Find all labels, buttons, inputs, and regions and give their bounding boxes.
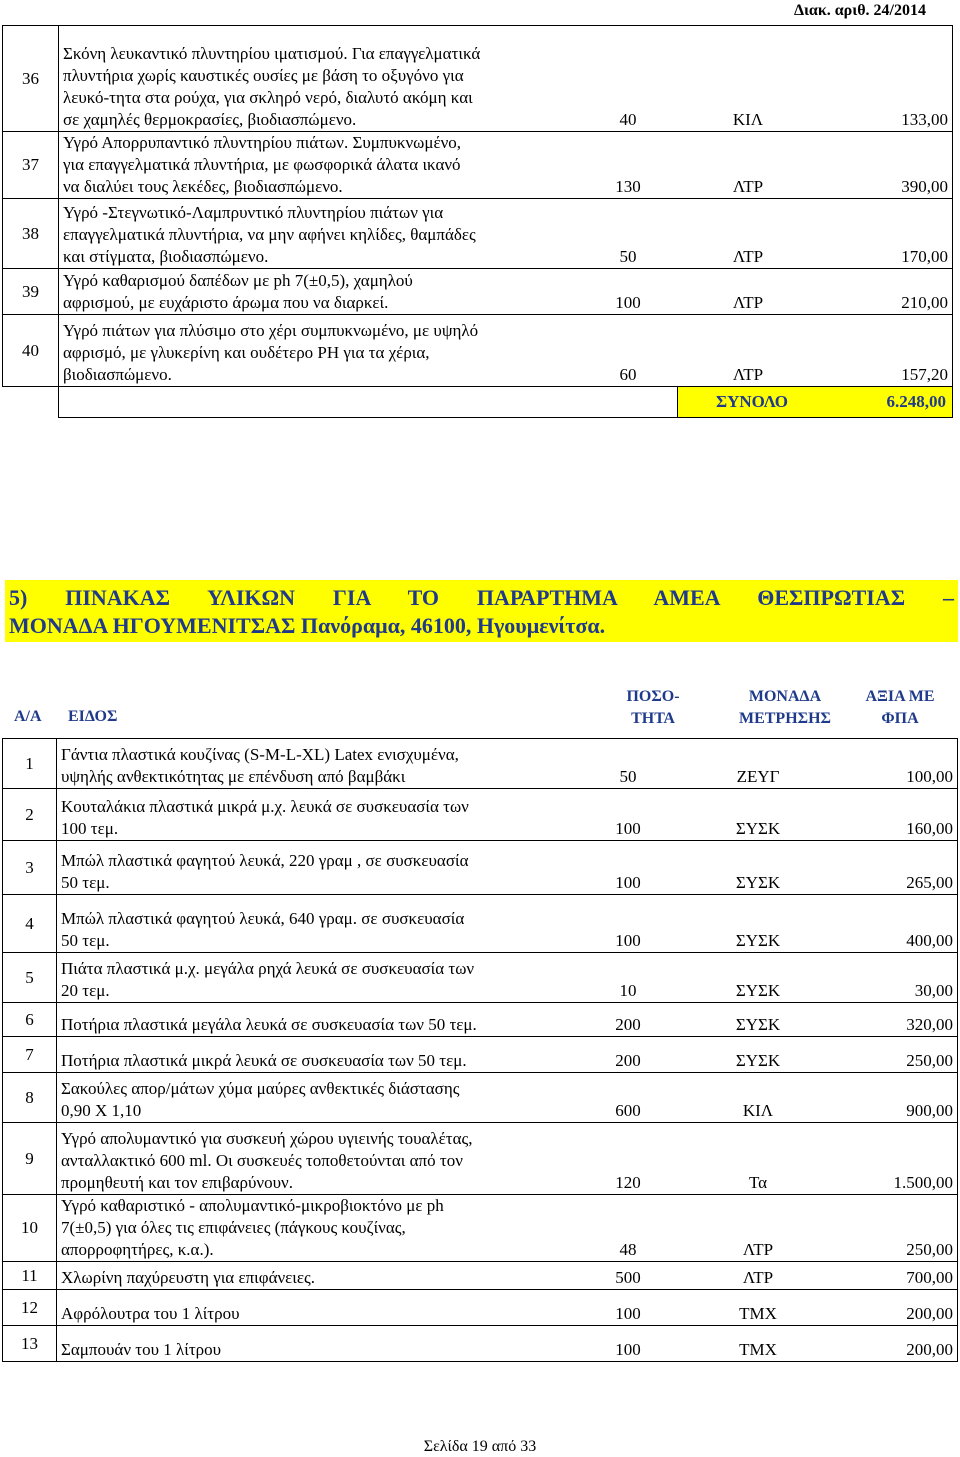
item-val: 100,00 — [906, 767, 953, 786]
row-number: 5 — [3, 953, 57, 1003]
item-unit: ΛΤΡ — [732, 365, 764, 384]
item-unit: ΛΤΡ — [732, 247, 764, 266]
description-line: λευκό-τητα στα ρούχα, για σκληρό νερό, διαλυτό ακόμη και — [63, 88, 473, 107]
description-line: Ποτήρια πλαστικά μικρά λευκά σε συσκευασία των 50 τεμ. — [61, 1051, 467, 1070]
item-qty: 100 — [615, 1340, 641, 1359]
item-unit: Τα — [748, 1173, 768, 1192]
items-row — [3, 789, 958, 841]
col-header-qty — [608, 686, 698, 730]
item-unit: ΛΤΡ — [742, 1240, 774, 1259]
col-header-unit — [720, 686, 850, 730]
col-header-unit-l1: ΜΟΝΑΔΑ — [748, 688, 822, 705]
item-qty: 100 — [615, 819, 641, 838]
item-val: 700,00 — [906, 1268, 953, 1287]
row-content — [57, 895, 958, 953]
row-content — [59, 132, 953, 199]
row-content — [59, 26, 953, 132]
items-row — [3, 1262, 958, 1290]
description-line: βιοδιασπώμενο. — [63, 365, 172, 384]
items-row — [3, 1326, 958, 1362]
row-number: 12 — [3, 1290, 57, 1326]
item-unit: ΚΙΛ — [742, 1101, 774, 1120]
item-qty: 100 — [615, 1304, 641, 1323]
top-row — [3, 132, 953, 199]
description-line: Ποτήρια πλαστικά μεγάλα λευκά σε συσκευασία των 50 τεμ. — [61, 1015, 477, 1034]
item-unit: ΤΜΧ — [739, 1340, 777, 1359]
description-line: να διαλύει τους λεκέδες, βιοδιασπώμενο. — [63, 177, 343, 196]
item-description — [63, 132, 573, 198]
item-qty: 50 — [619, 247, 637, 266]
top-row — [3, 269, 953, 315]
description-line: αφρισμό, με γλυκερίνη και ουδέτερο PH για τα χέρια, — [63, 343, 430, 362]
items-row — [3, 953, 958, 1003]
item-qty: 40 — [619, 110, 637, 129]
row-number: 2 — [3, 789, 57, 841]
items-row — [3, 1195, 958, 1262]
description-line: Υγρό πιάτων για πλύσιμο στο χέρι συμπυκνωμένο, με υψηλό — [63, 321, 479, 340]
item-unit: ΛΤΡ — [732, 177, 764, 196]
item-description — [61, 1128, 563, 1194]
col-header-qty-l2: ΤΗΤΑ — [631, 710, 675, 727]
description-line: Υγρό -Στεγνωτικό-Λαμπρυντικό πλυντηρίου πιάτων για — [63, 203, 444, 222]
item-description — [63, 202, 573, 268]
item-qty: 50 — [619, 767, 637, 786]
page-footer: Σελίδα 19 από 33 — [423, 1438, 537, 1455]
row-number: 36 — [3, 26, 59, 132]
items-row — [3, 1290, 958, 1326]
total-spacer — [3, 387, 59, 418]
description-line: 7(±0,5) για όλες τις επιφάνειες (πάγκους κουζίνας, — [61, 1218, 406, 1237]
column-headers — [0, 686, 960, 730]
row-content — [57, 1326, 958, 1362]
row-content — [57, 1123, 958, 1195]
item-qty: 130 — [615, 177, 641, 196]
item-val: 250,00 — [906, 1240, 953, 1259]
item-unit: ΣΥΣΚ — [735, 819, 781, 838]
row-number: 10 — [3, 1195, 57, 1262]
description-line: απορροφητήρες, κ.α.). — [61, 1240, 214, 1259]
row-content — [59, 315, 953, 387]
row-number: 1 — [3, 739, 57, 789]
description-line: Σκόνη λευκαντικό πλυντηρίου ιματισμού. Για επαγγελματικά — [63, 44, 481, 63]
description-line: πλυντήρια χωρίς καυστικές ουσίες με βάση το οξυγόνο για — [63, 66, 464, 85]
col-header-val-l2: ΦΠΑ — [881, 710, 919, 727]
item-val: 210,00 — [901, 293, 948, 312]
items-table — [2, 738, 958, 1362]
item-val: 30,00 — [914, 981, 953, 1000]
col-header-qty-l1: ΠΟΣΟ- — [626, 688, 680, 705]
item-description — [61, 1267, 563, 1289]
total-row — [3, 387, 953, 418]
item-qty: 60 — [619, 365, 637, 384]
item-val: 320,00 — [906, 1015, 953, 1034]
description-line: 50 τεμ. — [61, 873, 110, 892]
row-content — [57, 1290, 958, 1326]
items-row — [3, 895, 958, 953]
item-unit: ΣΥΣΚ — [735, 873, 781, 892]
section-title-line1: 5) ΠΙΝΑΚΑΣ ΥΛΙΚΩΝ ΓΙΑ ΤΟ ΠΑΡΑΡΤΗΜΑ ΑΜΕΑ ΘΕΣΠΡΩΤΙΑΣ – — [9, 585, 954, 610]
item-description — [61, 908, 563, 952]
description-line: αφρισμού, με ευχάριστο άρωμα που να διαρκεί. — [63, 293, 389, 312]
description-line: Πιάτα πλαστικά μ.χ. μεγάλα ρηχά λευκά σε συσκευασία των — [61, 959, 475, 978]
item-description — [61, 1078, 563, 1122]
item-qty: 500 — [615, 1268, 641, 1287]
row-number: 38 — [3, 199, 59, 269]
col-header-val — [845, 686, 955, 730]
item-qty: 120 — [615, 1173, 641, 1192]
item-description — [61, 958, 563, 1002]
items-row — [3, 1003, 958, 1037]
item-val: 200,00 — [906, 1340, 953, 1359]
total-value: 6.248,00 — [826, 387, 952, 417]
description-line: Χλωρίνη παχύρευστη για επιφάνειες. — [61, 1268, 315, 1287]
row-number: 37 — [3, 132, 59, 199]
items-row — [3, 841, 958, 895]
item-description — [61, 1050, 563, 1072]
description-line: για επαγγελματικά πλυντήρια, με φωσφορικά άλατα ικανό — [63, 155, 461, 174]
row-number: 40 — [3, 315, 59, 387]
item-description — [61, 850, 563, 894]
description-line: Σαμπουάν του 1 λίτρου — [61, 1340, 222, 1359]
item-unit: ΤΜΧ — [739, 1304, 777, 1323]
item-description — [61, 744, 563, 788]
item-val: 157,20 — [901, 365, 948, 384]
row-number: 39 — [3, 269, 59, 315]
description-line: 0,90 Χ 1,10 — [61, 1101, 142, 1120]
item-unit: ΚΙΛ — [732, 110, 764, 129]
row-number: 6 — [3, 1003, 57, 1037]
item-unit: ΣΥΣΚ — [735, 981, 781, 1000]
item-val: 160,00 — [906, 819, 953, 838]
description-line: επαγγελματικά πλυντήρια, να μην αφήνει κηλίδες, θαμπάδες — [63, 225, 476, 244]
item-unit: ΣΥΣΚ — [735, 1051, 781, 1070]
item-description — [61, 1014, 563, 1036]
row-number: 7 — [3, 1037, 57, 1073]
col-header-unit-l2: ΜΕΤΡΗΣΗΣ — [738, 710, 832, 727]
item-val: 250,00 — [906, 1051, 953, 1070]
description-line: Υγρό καθαρισμού δαπέδων με ph 7(±0,5), χαμηλού — [63, 271, 413, 290]
item-description — [63, 270, 573, 314]
description-line: υψηλής ανθεκτικότητας με επένδυση από βαμβάκι — [61, 767, 406, 786]
item-description — [63, 320, 573, 386]
description-line: 50 τεμ. — [61, 931, 110, 950]
item-qty: 10 — [619, 981, 637, 1000]
row-content — [59, 199, 953, 269]
row-content — [57, 789, 958, 841]
description-line: προμηθευτή και τον επιβαρύνουν. — [61, 1173, 293, 1192]
description-line: Υγρό απολυμαντικό για συσκευή χώρου υγιεινής τουαλέτας, — [61, 1129, 473, 1148]
total-label: ΣΥΝΟΛΟ — [677, 387, 826, 417]
item-unit: ΣΥΣΚ — [735, 1015, 781, 1034]
row-content — [57, 1003, 958, 1037]
top-row — [3, 315, 953, 387]
item-val: 1.500,00 — [893, 1173, 953, 1192]
item-description — [61, 796, 563, 840]
col-header-val-l1: ΑΞΙΑ ΜΕ — [865, 688, 935, 705]
row-content — [57, 953, 958, 1003]
description-line: Γάντια πλαστικά κουζίνας (S-M-L-XL) Latex ενισχυμένα, — [61, 745, 459, 764]
item-val: 900,00 — [906, 1101, 953, 1120]
item-val: 170,00 — [901, 247, 948, 266]
description-line: Σακούλες απορ/μάτων χύμα μαύρες ανθεκτικές διάστασης — [61, 1079, 460, 1098]
item-description — [61, 1303, 563, 1325]
item-qty: 200 — [615, 1015, 641, 1034]
row-number: 3 — [3, 841, 57, 895]
description-line: Μπώλ πλαστικά φαγητού λευκά, 220 γραμ , σε συσκευασία — [61, 851, 469, 870]
item-qty: 200 — [615, 1051, 641, 1070]
top-items-table — [2, 25, 953, 418]
description-line: Κουταλάκια πλαστικά μικρά μ.χ. λευκά σε συσκευασία των — [61, 797, 469, 816]
description-line: Μπώλ πλαστικά φαγητού λευκά, 640 γραμ. σε συσκευασία — [61, 909, 465, 928]
section-title-banner — [5, 580, 958, 642]
description-line: Υγρό Απορρυπαντικό πλυντηρίου πιάτων. Συμπυκνωμένο, — [63, 133, 462, 152]
row-content — [57, 1262, 958, 1290]
description-line: 20 τεμ. — [61, 981, 110, 1000]
row-content — [57, 841, 958, 895]
row-content — [57, 739, 958, 789]
document-reference: Διακ. αριθ. 24/2014 — [793, 2, 926, 19]
description-line: σε χαμηλές θερμοκρασίες, βιοδιασπώμενο. — [63, 110, 357, 129]
item-qty: 100 — [615, 293, 641, 312]
row-content — [57, 1037, 958, 1073]
col-header-aa: Α/Α — [14, 708, 42, 725]
row-content — [57, 1073, 958, 1123]
row-content — [57, 1195, 958, 1262]
description-line: και στίγματα, βιοδιασπώμενο. — [63, 247, 269, 266]
item-description — [61, 1339, 563, 1361]
description-line: Υγρό καθαριστικό - απολυμαντικό-μικροβιοκτόνο με ph — [61, 1196, 444, 1215]
item-val: 200,00 — [906, 1304, 953, 1323]
item-qty: 48 — [619, 1240, 637, 1259]
item-qty: 100 — [615, 873, 641, 892]
row-number: 9 — [3, 1123, 57, 1195]
top-row — [3, 199, 953, 269]
item-unit: ΛΤΡ — [742, 1268, 774, 1287]
row-number: 8 — [3, 1073, 57, 1123]
description-line: ανταλλακτικό 600 ml. Οι συσκευές τοποθετούνται από τον — [61, 1151, 463, 1170]
items-row — [3, 1073, 958, 1123]
items-row — [3, 739, 958, 789]
top-row — [3, 26, 953, 132]
description-line: 100 τεμ. — [61, 819, 119, 838]
item-description — [63, 43, 573, 131]
row-number: 11 — [3, 1262, 57, 1290]
row-number: 4 — [3, 895, 57, 953]
item-val: 133,00 — [901, 110, 948, 129]
col-header-item: ΕΙΔΟΣ — [68, 708, 118, 725]
row-content — [59, 269, 953, 315]
item-val: 390,00 — [901, 177, 948, 196]
items-row — [3, 1037, 958, 1073]
section-title-line2: ΜΟΝΑΔΑ ΗΓΟΥΜΕΝΙΤΣΑΣ Πανόραμα, 46100, Ηγουμενίτσα. — [9, 613, 606, 638]
row-number: 13 — [3, 1326, 57, 1362]
item-val: 265,00 — [906, 873, 953, 892]
description-line: Αφρόλουτρα του 1 λίτρου — [61, 1304, 240, 1323]
item-description — [61, 1195, 563, 1261]
total-blank — [59, 387, 677, 417]
item-unit: ΛΤΡ — [732, 293, 764, 312]
item-val: 400,00 — [906, 931, 953, 950]
item-unit: ΣΥΣΚ — [735, 931, 781, 950]
item-unit: ΖΕΥΓ — [736, 767, 780, 786]
item-qty: 600 — [615, 1101, 641, 1120]
total-cell — [59, 387, 953, 418]
items-row — [3, 1123, 958, 1195]
item-qty: 100 — [615, 931, 641, 950]
